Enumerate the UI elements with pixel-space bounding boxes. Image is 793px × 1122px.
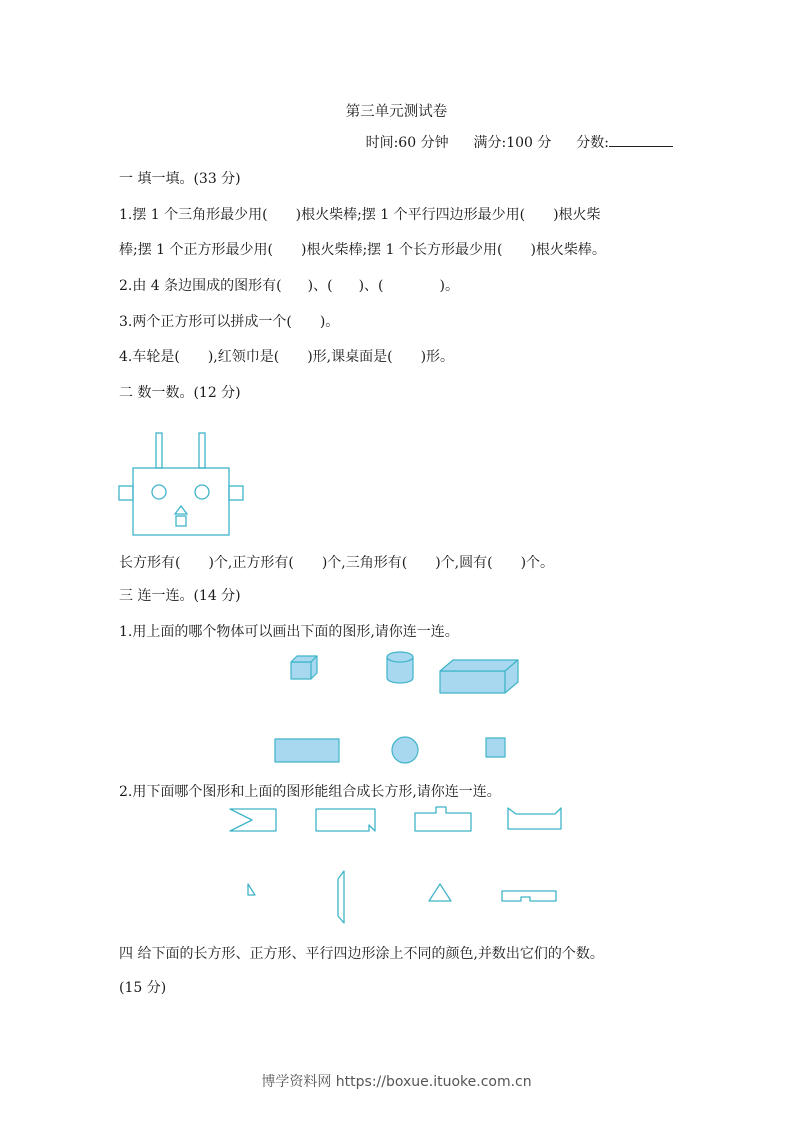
- head-rectangle: [133, 468, 229, 535]
- eye-left-circle: [152, 485, 166, 499]
- q1-text-d: 棒;摆 1 个正方形最少用(: [119, 242, 273, 258]
- question-1-line-2: [119, 241, 606, 259]
- time-label: 时间:60 分钟: [365, 135, 449, 151]
- footer-watermark: 博学资料网 https://boxue.ituoke.com.cn: [261, 1074, 532, 1090]
- section-4-heading: 四 给下面的长方形、正方形、平行四边形涂上不同的颜色,并数出它们的个数。: [119, 946, 604, 962]
- q4-text-b: ),红领巾是(: [207, 349, 280, 365]
- cuboid-object[interactable]: [440, 660, 518, 693]
- count-text-c: )个,三角形有(: [321, 555, 408, 571]
- eye-right-circle: [195, 485, 209, 499]
- section-1-heading: 一 填一填。(33 分): [119, 171, 241, 187]
- q1-text-e: )根火柴棒;摆 1 个长方形最少用(: [301, 242, 503, 258]
- question-3: [119, 313, 339, 331]
- count-text-d: )个,圆有(: [435, 555, 493, 571]
- nose-triangle: [175, 506, 187, 514]
- section-3-heading: 三 连一连。(14 分): [119, 588, 241, 604]
- composite-shapes-bottom: [240, 868, 560, 926]
- robot-figure: [118, 432, 244, 538]
- antenna-right-rectangle: [199, 433, 205, 468]
- mouth-square: [176, 516, 186, 526]
- connect-question-1: 1.用上面的哪个物体可以画出下面的图形,请你连一连。: [119, 624, 459, 640]
- rect-corner-notch-shape[interactable]: [316, 809, 375, 831]
- antenna-left-rectangle: [156, 433, 162, 468]
- question-2: [119, 277, 459, 295]
- triangle-shape[interactable]: [429, 884, 451, 901]
- question-1-line-1: [119, 206, 601, 224]
- square-shape[interactable]: [486, 738, 505, 757]
- q4-text-a: 4.车轮是(: [119, 349, 180, 365]
- score-label: 分数:: [576, 135, 609, 151]
- section-2-heading: 二 数一数。(12 分): [119, 385, 241, 401]
- circle-shape[interactable]: [392, 737, 418, 763]
- q3-text-a: 3.两个正方形可以拼成一个(: [119, 314, 292, 330]
- count-text-b: )个,正方形有(: [208, 555, 294, 571]
- section-4-score: (15 分): [119, 980, 167, 996]
- ear-right-square: [229, 486, 243, 500]
- cylinder-object[interactable]: [387, 652, 413, 683]
- q1-text-f: )根火柴棒。: [530, 242, 606, 258]
- q2-text-b: )、(: [307, 278, 333, 294]
- page-title: 第三单元测试卷: [345, 104, 448, 120]
- count-question: [119, 554, 554, 572]
- q1-text-c: )根火柴: [553, 207, 601, 223]
- cube-object[interactable]: [291, 656, 317, 679]
- rectangle-shape[interactable]: [275, 739, 339, 762]
- q3-text-b: )。: [319, 314, 340, 330]
- rect-cut-corners-shape[interactable]: [508, 808, 561, 829]
- q2-text-a: 2.由 4 条边围成的图形有(: [119, 278, 282, 294]
- q2-text-c: )、(: [358, 278, 384, 294]
- q1-text-a: 1.摆 1 个三角形最少用(: [119, 207, 268, 223]
- q4-text-c: )形,课桌面是(: [307, 349, 393, 365]
- rect-v-notch-shape[interactable]: [230, 809, 276, 831]
- thin-trapezoid-shape[interactable]: [338, 871, 344, 923]
- count-text-a: 长方形有(: [119, 555, 181, 571]
- composite-shapes-top: [225, 805, 570, 835]
- bar-with-notch-shape[interactable]: [502, 891, 556, 901]
- full-score-label: 满分:100 分: [473, 135, 552, 151]
- q2-text-d: )。: [439, 278, 459, 294]
- q4-text-d: )形。: [420, 349, 455, 365]
- ear-left-square: [119, 486, 133, 500]
- rect-top-bump-shape[interactable]: [415, 807, 471, 831]
- connect-question-2: 2.用下面哪个图形和上面的图形能组合成长方形,请你连一连。: [119, 784, 501, 800]
- question-4: [119, 348, 454, 366]
- score-blank[interactable]: [609, 134, 673, 147]
- small-right-triangle-shape[interactable]: [248, 884, 255, 895]
- exam-meta: [366, 134, 673, 152]
- q1-text-b: )根火柴棒;摆 1 个平行四边形最少用(: [295, 207, 526, 223]
- count-text-e: )个。: [520, 555, 555, 571]
- solids-and-shapes-figure: [270, 645, 525, 767]
